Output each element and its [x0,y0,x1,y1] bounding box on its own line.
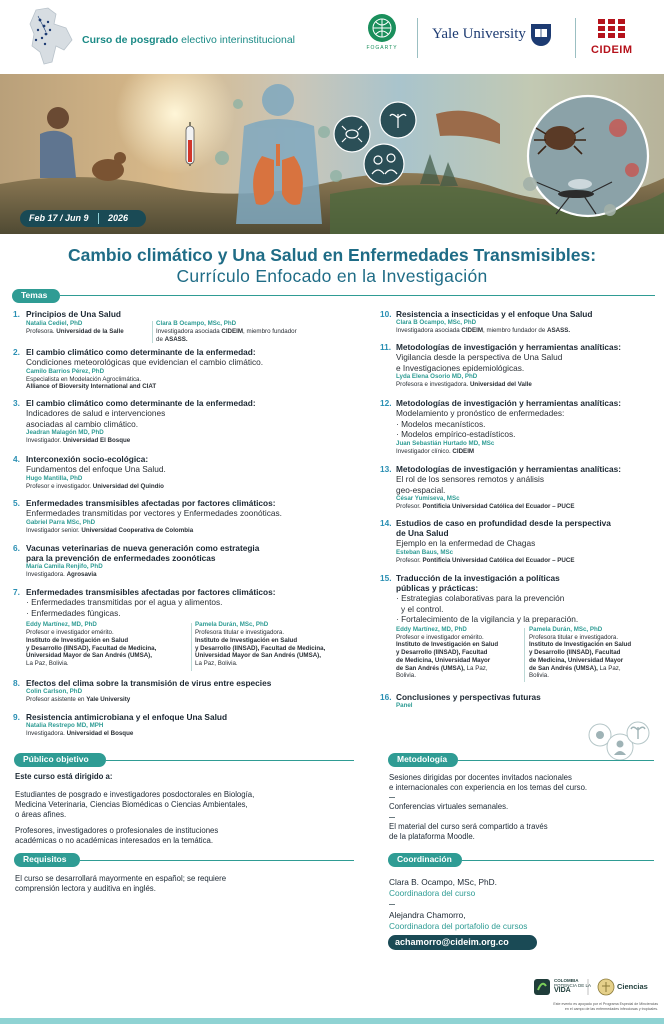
topic-subtitle: · Modelos empírico-estadísticos. [396,429,516,439]
topic-subtitle: · Estrategias colaborativas para la prevención [396,593,565,603]
instructor-org: de San Andrés (UMSA), [529,664,600,672]
publico-p2 [15,826,218,846]
coordinator-role: Coordinadora del curso [389,888,476,898]
colombia-logo-text [554,978,591,993]
contact-email[interactable]: achamorro@cideim.org.co [388,935,537,950]
instructor-role: Profesora e investigadora. [396,381,470,388]
instructor-name: Jeadran Malagón MD, PhD [26,429,104,436]
topic-title: El cambio climático como determinante de la enfermedad: [26,347,256,357]
instructor [26,621,156,668]
requisitos-text [15,874,226,894]
topic-12 [380,398,621,455]
logo-line: VIDA [554,987,571,994]
dates-divider [98,213,99,224]
topic-9 [13,712,227,738]
instructor-name: Juan Sebastián Hurtado MD, MSc [396,439,495,447]
topic-10 [380,309,592,335]
topic-subtitle: · Enfermedades fúngicas. [26,607,121,618]
instructor-org: Instituto de Investigación en Salud [529,641,632,649]
publico-line: Medicina Veterinaria, Ciencias Biomédicas o Ciencias Ambientales, [15,799,248,809]
metodologia-text-3 [389,822,548,842]
fogarty-label: FOGARTY [366,45,398,51]
footer-note-line: Este evento es apoyado por el Programa Especial de Minciencias [553,1002,658,1006]
page-subtitle: Currículo Enfocado en la Investigación [176,266,488,286]
footer-logos [534,976,652,998]
topic-title: públicas y prácticas: [396,583,479,593]
instructor-org: Yale University [86,696,131,703]
topic-number: 11. [380,342,392,352]
topic-subtitle: e Investigaciones epidemiológicas. [396,362,525,373]
date-year: 2026 [108,213,129,223]
topic-subtitle: geo-espacial. [396,484,446,495]
topic-subtitle: Modelamiento y pronóstico de enfermedades: [396,408,565,418]
metodologia-line: El material del curso será compartido a través [389,822,548,831]
instructor-name: Hugo Mantilla, PhD [26,474,83,482]
yale-shield-icon [531,24,551,46]
instructor-role: Investigador senior. [26,526,82,534]
topic-title: Traducción de la investigación a políticas [396,573,560,583]
instructor-name: Pamela Durán, MSc, PhD [195,621,269,628]
topic-3 [13,398,256,445]
topic-title: para la prevención de enfermedades zoonóticas [26,553,216,563]
header [0,0,664,74]
coordinacion-rule [462,860,654,861]
topic-number: 13. [380,464,392,474]
instructor-role: Profesora titular e investigadora. [529,633,619,641]
topic-subtitle: Condiciones meteorológicas que evidencian el cambio climático. [26,357,264,367]
instructor-org: CIDEIM [461,327,484,334]
topic-title: Estudios de caso en profundidad desde la perspectiva [396,518,611,528]
topic-number: 6. [13,543,20,553]
instructor-org: Pontificia Universidad Católica del Ecuador – PUCE [422,556,575,564]
topic-title: Interconexión socio-ecológica: [26,454,149,464]
yale-wordmark: Yale University [432,26,526,42]
course-type-strong: Curso de posgrado [82,34,179,46]
course-type-rest: electivo interinstitucional [178,34,295,46]
footer-note-line: en el campo de las enfermedades infecciosas y tropicales. [564,1006,658,1011]
instructor-location: Bolivia. [396,672,416,680]
instructor-location: La Paz, [599,664,621,672]
instructor-role: Especialista en Modelación Agroclimática. [26,375,142,383]
topic-title: Efectos del clima sobre la transmisión de virus entre especies [26,678,272,688]
topic-title: Conclusiones y perspectivas futuras [396,692,541,702]
topic-5 [13,498,282,534]
instructor-org: Universidad Mayor de San Andrés (UMSA), [195,652,321,660]
instructor-divider [191,623,192,671]
instructor-name: Esteban Baus, MSc [396,548,454,556]
instructor-org: y Desarrollo (IINSAD), Facultad de Medicina, [195,644,326,652]
topic-title: Vacunas veterinarias de nueva generación como estrategia [26,543,260,553]
ciencias-crest-icon [598,979,614,995]
instructor-org: Pontificia Universidad Católica del Ecuador – PUCE [422,503,575,510]
topic-number: 2. [13,347,20,357]
cideim-grid-icon [597,18,631,40]
topic-11 [380,342,621,389]
ciencias-logo-text: Ciencias [617,982,648,991]
topic-subtitle: · Modelos mecanísticos. [396,418,486,429]
topic-title: Metodologías de investigación y herramientas analíticas: [396,398,622,408]
publico-line: académicas o no académicas interesados en la temática. [15,835,214,845]
topic-13 [380,464,621,511]
topic-subtitle: El rol de los sensores remotos y análisis [396,474,545,484]
topic-subtitle: asociadas al cambio climático. [26,418,139,429]
instructor-org: Universidad de la Salle [56,328,124,335]
topic-number: 14. [380,518,392,528]
metodologia-separator [389,817,395,818]
metodologia-label: Metodología [388,753,458,767]
instructor [195,621,325,668]
topic-number: 10. [380,309,392,319]
instructor-role: Profesor e investigador. [26,482,93,490]
instructor-name: Panel [396,702,413,709]
topic-subtitle: Enfermedades transmitidas por vectores y Enfermedades zoonóticas. [26,508,282,518]
topic-8 [13,678,271,704]
logo-line: COLOMBIA [554,978,579,983]
requisitos-label: Requisitos [14,853,80,867]
cideim-wordmark: CIDEIM [591,44,633,56]
instructor-role: Profesor. [396,503,423,510]
instructor-org: y Desarrollo (IINSAD), Facultad de Medicina, [26,644,157,652]
instructor-org: Instituto de Investigación en Salud [195,636,298,644]
instructor [396,626,498,681]
topic-number: 16. [380,692,392,702]
topic-number: 8. [13,678,20,688]
requisitos-rule [80,860,354,861]
coordinator-name: Alejandra Chamorro, [389,910,466,920]
instructor-divider [152,321,153,343]
instructor-name: Natalia Restrepo MD, MPH [26,722,104,729]
date-range: Feb 17 / Jun 9 [29,213,89,223]
instructor [26,320,124,336]
instructor-location: La Paz, Bolivia. [195,660,238,668]
instructor-role: de [156,335,165,343]
metodologia-line: Conferencias virtuales semanales. [389,802,509,811]
course-type-line [82,34,295,46]
coordinator-name: Clara B. Ocampo, MSc, PhD. [389,877,497,887]
instructor-org: y Desarrollo (IINSAD), Facultad [396,649,488,657]
instructor-name: Eddy Martínez, MD, PhD [396,625,467,633]
instructor-role: Investigadora. [26,571,67,578]
instructor-name: Gabriel Parra MSc, PhD [26,518,96,526]
requisitos-line: El curso se desarrollará mayormente en español; se requiere [15,874,227,883]
topic-title: El cambio climático como determinante de la enfermedad: [26,398,256,408]
topic-number: 3. [13,398,20,408]
publico-line: Profesores, investigadores o profesionales de instituciones [15,826,219,835]
publico-rule [106,760,354,761]
instructor-org: Universidad Cooperativa de Colombia [81,526,194,534]
globe-icon [368,14,396,42]
instructor-name: Clara B Ocampo, MSc, PhD [156,320,237,327]
topic-title: Metodologías de investigación y herramientas analíticas: [396,464,622,474]
instructor-org: Instituto de Investigación en Salud [26,636,129,644]
topic-subtitle: y el control. [401,603,444,614]
instructor-name: María Camila Renjifo, PhD [26,563,103,570]
instructor-org: Universidad del Quindío [92,482,164,490]
publico-intro-text: Este curso está dirigido a: [15,772,113,781]
instructor-org: Universidad El Bosque [62,437,131,444]
topic-title: Enfermedades transmisibles afectadas por factores climáticos: [26,587,276,597]
logo-divider [575,18,576,58]
topic-subtitle: · Fortalecimiento de la vigilancia y la preparación. [396,614,579,624]
instructor-name: Lyda Elena Osorio MD, PhD [396,373,478,380]
instructor-org: CIDEIM [221,328,244,335]
instructor-name: Clara B Ocampo, MSc, PhD [396,319,477,326]
topic-number: 15. [380,573,392,583]
instructor-role: , miembro fundador de [483,327,547,334]
instructor-location: La Paz, [466,664,488,672]
publico-p1 [15,790,254,819]
instructor [529,626,631,681]
topic-number: 5. [13,498,20,508]
temas-rule [60,295,655,296]
topic-number: 12. [380,398,392,408]
topic-subtitle: · Enfermedades transmitidas por el agua y alimentos. [26,597,223,607]
topic-7 [13,587,326,675]
topic-4 [13,454,166,490]
bottom-bar [0,1018,664,1024]
topic-2 [13,347,263,391]
instructor-location: Bolivia. [529,672,549,680]
instructor-name: Colin Carlson, PhD [26,688,83,695]
instructor-role: Investigadora asociada [396,327,462,334]
topic-title: Resistencia antimicrobiana y el enfoque Una Salud [26,712,228,722]
coordinator-role: Coordinadora del portafolio de cursos [389,921,528,931]
instructor-org: ASASS. [547,327,571,334]
instructor-role: Investigadora. [26,730,67,737]
instructor-org: Universidad del Valle [469,381,532,388]
instructor-name: César Yumiseva, MSc [396,495,460,502]
instructor-location: La Paz, Bolivia. [26,660,69,668]
instructor-org: de Medicina, Universidad Mayor [529,656,624,664]
instructor-org: Agrosavia [66,571,97,578]
temas-label: Temas [12,289,60,303]
logo-divider [417,18,418,58]
instructor-role: , miembro fundador [243,328,297,335]
topic-number: 7. [13,587,20,597]
instructor-org: Universidad Mayor de San Andrés (UMSA), [26,652,152,660]
one-health-decoration [586,717,656,765]
topic-subtitle: Ejemplo en la enfermedad de Chagas [396,538,536,548]
topic-6 [13,543,259,579]
dates-badge [20,210,146,227]
coordinacion-label: Coordinación [388,853,462,867]
footer-note [508,1002,658,1011]
metodologia-line: de la plataforma Moodle. [389,831,475,841]
logo-line: POTENCIA DE LA [554,983,592,988]
instructor-org: ASASS. [164,335,188,343]
topic-title: Resistencia a insecticidas y el enfoque Una Salud [396,309,593,319]
instructor-role: Profesor e investigador emérito. [26,629,114,636]
instructor-org: y Desarrollo (IINSAD), Facultad [529,649,621,657]
topic-subtitle: Indicadores de salud e intervenciones [26,408,166,418]
page-title: Cambio climático y Una Salud en Enfermedades Transmisibles: [67,245,597,265]
instructor-divider [524,628,525,682]
publico-intro [15,772,113,782]
topic-number: 1. [13,309,20,319]
publico-label: Público objetivo [14,753,106,767]
topic-title: Metodologías de investigación y herramientas analíticas: [396,342,622,352]
instructor-org: Instituto de Investigación en Salud [396,641,499,649]
instructor [156,320,297,344]
instructor-role: Profesor e investigador emérito. [396,633,484,641]
metodologia-line: e internacionales con experiencia en los temas del curso. [389,782,588,792]
topic-1 [13,309,297,347]
instructor-org: de San Andrés (UMSA), [396,664,467,672]
topic-title: Principios de Una Salud [26,309,121,319]
publico-line: o áreas afines. [15,809,67,819]
instructor-name: Pamela Durán, MSc, PhD [529,625,603,633]
topic-14 [380,518,611,564]
instructor-org: Alliance of Bioversity International and CIAT [26,383,157,391]
instructor-name: Natalia Cediel, PhD [26,320,83,327]
instructor-org: CIDEIM [452,447,475,455]
topic-title: de Una Salud [396,528,449,538]
instructor-role: Investigadora asociada [156,328,222,335]
metodologia-line: Sesiones dirigidas por docentes invitados nacionales [389,773,572,782]
colombia-map-icon [26,6,76,68]
metodologia-rule [458,760,654,761]
instructor-role: Investigador. [26,437,63,444]
metodologia-separator [389,797,395,798]
instructor-role: Profesor. [396,556,423,564]
metodologia-text-1 [389,773,587,793]
instructor-org: Universidad el Bosque [66,730,134,737]
instructor-role: Profesora titular e investigadora. [195,629,285,636]
requisitos-line: comprensión lectora y auditiva en inglés. [15,883,156,893]
topic-16 [380,692,541,710]
fogarty-logo [360,14,404,66]
instructor-role: Investigador clínico. [396,447,453,455]
topic-15 [380,573,632,684]
topic-number: 9. [13,712,20,722]
instructor-role: Profesora. [26,328,57,335]
instructor-name: Camilo Barrios Pérez, PhD [26,367,105,375]
topic-number: 4. [13,454,20,464]
coordinacion-separator [389,904,395,905]
topic-subtitle: Fundamentos del enfoque Una Salud. [26,464,166,474]
topic-subtitle: Vigilancia desde la perspectiva de Una Salud [396,352,563,362]
topic-title: Enfermedades transmisibles afectadas por factores climáticos: [26,498,276,508]
instructor-role: Profesor asistente en [26,696,87,703]
instructor-name: Eddy Martínez, MD, PhD [26,621,97,628]
publico-line: Estudiantes de posgrado e investigadores posdoctorales en Biología, [15,790,255,799]
instructor-org: de Medicina, Universidad Mayor [396,656,491,664]
